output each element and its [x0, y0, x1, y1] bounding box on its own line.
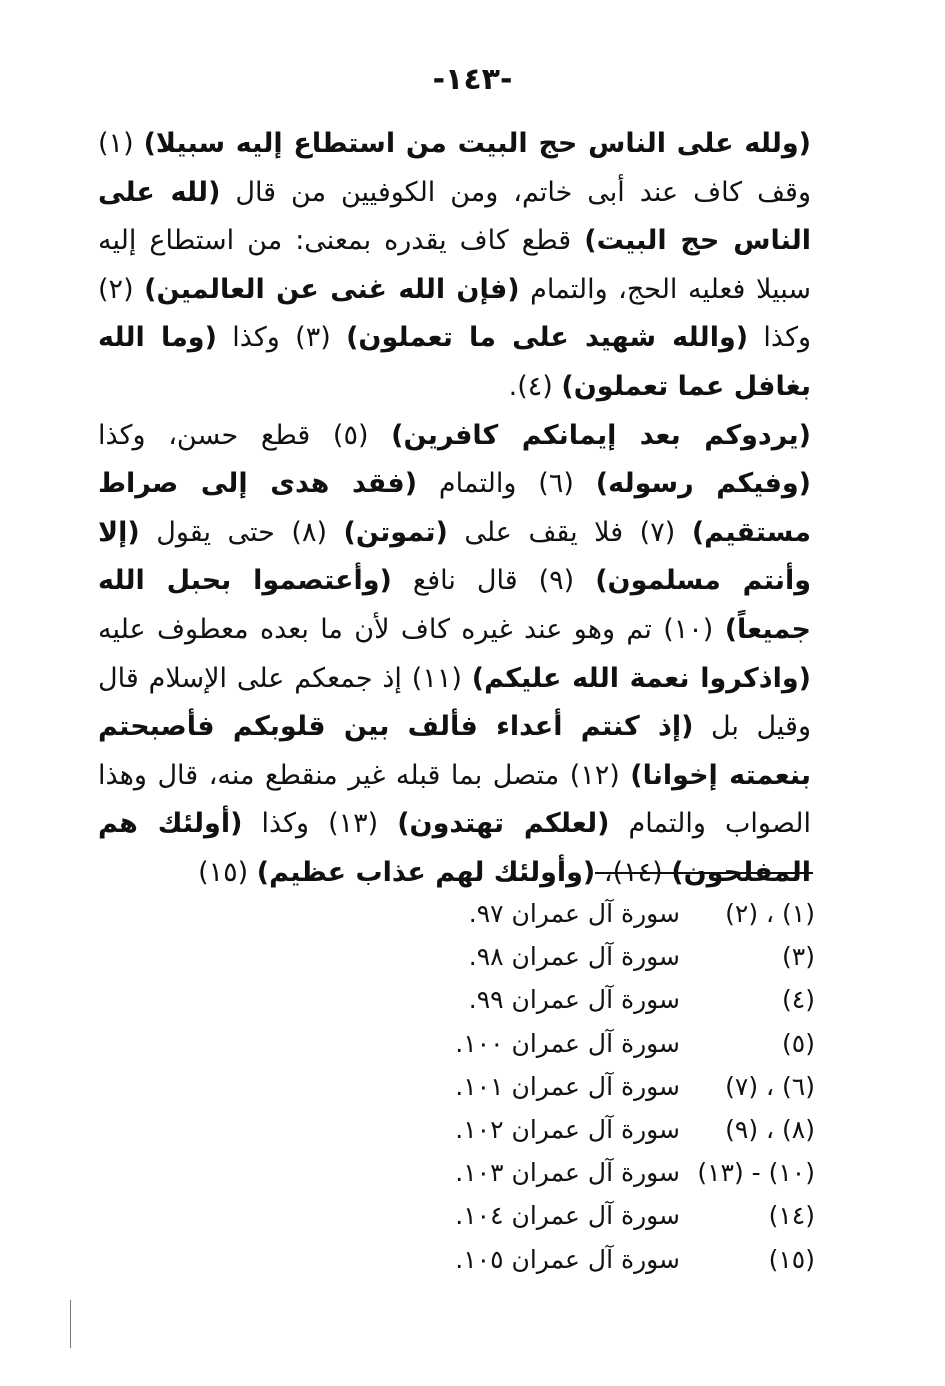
commentary-text: (٢) وكذا [98, 273, 811, 354]
body-text [98, 120, 811, 898]
commentary-text: (٥) قطع حسن، وكذا [98, 419, 392, 451]
commentary-text: (١) وقف كاف عند أبى خاتم، ومن الكوفيين من قال [98, 128, 811, 208]
quran-quote: (لعلكم تهتدون) [397, 808, 610, 840]
footnote-item [440, 978, 815, 1021]
quran-quote: (إلا وأنتم مسلمون) [98, 516, 811, 597]
footnote-item [440, 892, 815, 935]
footnote-source: سورة آل عمران ١٠٤. [455, 1201, 680, 1231]
footnote-ref: (٤) [782, 985, 815, 1015]
footnote-item [440, 935, 815, 978]
commentary-text: (١٢) متصل بما قبله غير منقطع منه، قال وهذا الصواب والتمام [98, 759, 811, 840]
footnote-ref: (١٥) [768, 1244, 815, 1274]
footnote-item [440, 1022, 815, 1065]
quran-quote: (ولله على الناس حج البيت من استطاع إليه سبيلا) [143, 128, 811, 159]
commentary-text: (٦) والتمام [417, 468, 596, 500]
quran-quote: (أولئك هم المفلحون) [98, 808, 811, 888]
quran-quote: (وفيكم رسوله) [595, 468, 811, 500]
footnote-item [440, 1238, 815, 1281]
footnote-source: سورة آل عمران ١٠١. [455, 1071, 680, 1101]
commentary-text: (١٥) [198, 856, 257, 888]
commentary-text: (٩) قال نافع [391, 565, 596, 597]
paragraph-2 [98, 412, 811, 898]
quran-quote: (وأعتصموا بحبل الله جميعاً) [98, 565, 811, 645]
footnote-ref: (٣) [782, 942, 815, 972]
footnote-item [440, 1108, 815, 1151]
quran-quote: (واذكروا نعمة الله عليكم) [471, 662, 811, 694]
quran-quote: (فإن الله غنى عن العالمين) [144, 273, 520, 305]
quran-quote: (وما الله بغافل عما تعملون) [98, 322, 811, 402]
footnote-item [440, 1151, 815, 1194]
quran-quote: (لله على الناس حج البيت) [98, 176, 812, 257]
footnote-source: سورة آل عمران ٩٨. [468, 942, 680, 972]
footnote-item [440, 1194, 815, 1237]
margin-mark [70, 1300, 71, 1348]
footnote-source: سورة آل عمران ١٠٠. [455, 1028, 680, 1058]
commentary-text: (١٠) تم وهو عند غيره كاف لأن ما بعده معطوف عليه [98, 613, 725, 645]
commentary-text: (١٣) وكذا [242, 808, 398, 840]
paragraph-1 [98, 120, 811, 412]
footnotes-list [440, 892, 815, 1281]
quran-quote: (فقد هدى إلى صراط مستقيم) [98, 468, 811, 548]
quran-quote: (تموتن) [343, 516, 448, 548]
footnote-ref: (٨) ، (٩) [725, 1114, 815, 1144]
commentary-text: (٤). [508, 370, 562, 402]
footnote-ref: (١٤) [768, 1201, 815, 1231]
footnote-item [440, 1065, 815, 1108]
footnote-source: سورة آل عمران ١٠٣. [455, 1158, 680, 1188]
quran-quote: (إذ كنتم أعداء فألف بين قلوبكم فأصبحتم بنعمته إخوانا) [98, 711, 812, 791]
commentary-text: (٨) حتى يقول [139, 516, 344, 548]
footnote-source: سورة آل عمران ٩٧. [468, 899, 680, 928]
quran-quote: (والله شهيد على ما تعملون) [346, 322, 749, 354]
page-number: -١٤٣- [432, 62, 513, 97]
quran-quote: (وأولئك لهم عذاب عظيم) [256, 856, 596, 888]
commentary-text: (١٤)، [595, 856, 672, 888]
commentary-text: (١١) إذ جمعكم على الإسلام قال وقيل بل [98, 662, 811, 743]
footnote-divider [595, 872, 813, 874]
footnote-source: سورة آل عمران ٩٩. [468, 985, 680, 1015]
footnote-source: سورة آل عمران ١٠٢. [455, 1114, 680, 1144]
footnote-ref: (٦) ، (٧) [725, 1071, 815, 1101]
footnote-ref: (١٠) - (١٣) [697, 1158, 815, 1188]
footnote-ref: (١) ، (٢) [725, 899, 815, 928]
commentary-text: قطع كاف يقدره بمعنى: من استطاع إليه سبيلا فعليه الحج، والتمام [98, 225, 811, 305]
quran-quote: (يردوكم بعد إيمانكم كافرين) [391, 419, 811, 451]
commentary-text: (٧) فلا يقف على [447, 516, 692, 548]
commentary-text: (٣) وكذا [216, 322, 347, 354]
footnote-ref: (٥) [782, 1028, 815, 1058]
footnote-source: سورة آل عمران ١٠٥. [455, 1244, 680, 1274]
